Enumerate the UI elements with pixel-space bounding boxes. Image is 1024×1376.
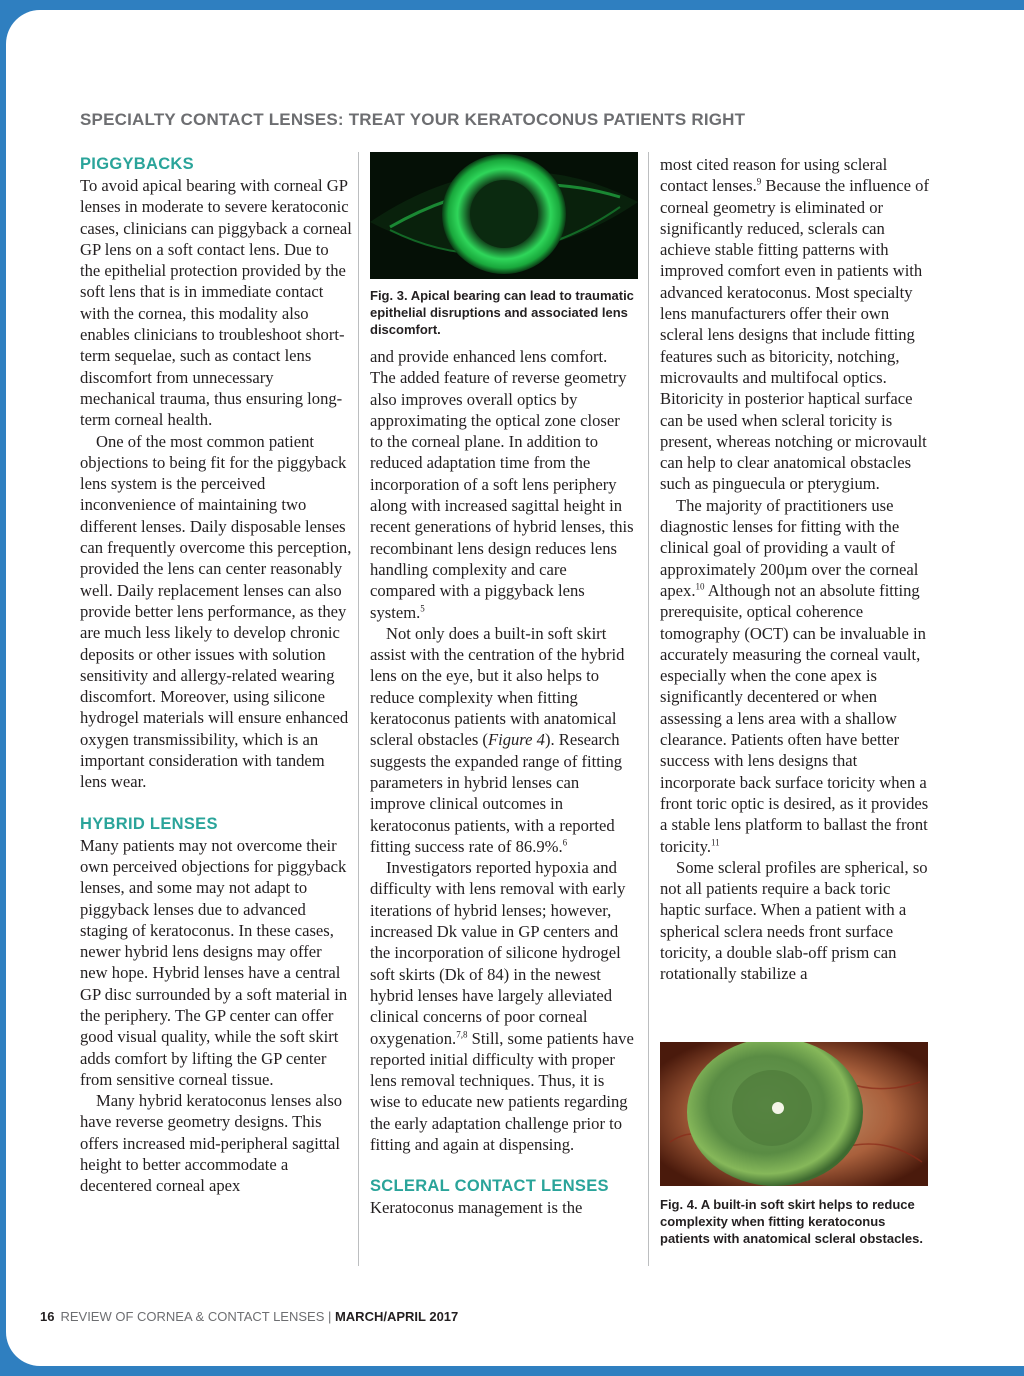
citation: 11 xyxy=(711,836,720,847)
citation: 10 xyxy=(695,581,705,592)
column-1 xyxy=(80,154,352,1197)
paragraph-text: ). Research suggests the expanded range of fitting parameters in hybrid lenses can improve clinical outcomes in keratoconus patients, with a reported fitting success rate of 86.9%. xyxy=(370,730,623,856)
figure-reference: Figure 4 xyxy=(487,730,545,750)
paragraph: Many patients may not overcome their own perceived objections for piggyback lenses, and some may not adapt to piggyback lenses due to advanced staging of keratoconus. In these cases, newer hybrid lens designs may offer new hope. Hybrid lenses have a central GP disc surrounded by a soft material in the periphery. The GP center can offer good visual quality, while the soft skirt adds comfort by lifting the GP center from sensitive corneal tissue. xyxy=(80,835,348,1089)
page-footer xyxy=(40,1309,458,1324)
citation: 5 xyxy=(420,603,425,614)
running-head: SPECIALTY CONTACT LENSES: TREAT YOUR KERATOCONUS PATIENTS RIGHT xyxy=(80,110,746,129)
issue-date: MARCH/APRIL 2017 xyxy=(334,1309,459,1324)
paragraph xyxy=(370,623,636,857)
figure-3-image xyxy=(370,152,638,279)
figure-3-caption: Fig. 3. Apical bearing can lead to traumatic epithelial disruptions and associated lens discomfort. xyxy=(370,288,634,337)
column-divider xyxy=(358,152,359,1266)
paragraph xyxy=(370,857,636,1155)
paragraph-text: The majority of practitioners use diagnostic lenses for fitting with the clinical goal of providing a vault of approximately 200µm over the corneal apex. xyxy=(660,495,919,600)
citation: 6 xyxy=(562,837,568,848)
paragraph-text: and provide enhanced lens comfort. The added feature of reverse geometry also improves overall optics by approximating the optical zone closer to the corneal plane. In addition to reduced adaptation time from the incorporation of a soft lens periphery along with increased sagittal height in recent generations of hybrid lenses, this recombinant lens design reduces lens handling complexity and care compared with a piggyback lens system. xyxy=(370,347,634,622)
section-heading-scleral: SCLERAL CONTACT LENSES xyxy=(370,1177,609,1196)
citation: 7,8 xyxy=(456,1028,468,1039)
paragraph: Many hybrid keratoconus lenses also have reverse geometry designs. This offers increased mid-peripheral sagittal height to better accommodate a decentered corneal apex xyxy=(80,1091,343,1196)
page-number: 16 xyxy=(40,1309,55,1324)
figure-4-caption: Fig. 4. A built-in soft skirt helps to reduce complexity when fitting keratoconus patients with anatomical scleral obstacles. xyxy=(660,1197,923,1246)
journal-name: REVIEW OF CORNEA & CONTACT LENSES | xyxy=(60,1309,335,1324)
paragraph-text: Because the influence of corneal geometry is eliminated or significantly reduced, sclerals can achieve stable fitting patterns with improved comfort even in patients with advanced keratoconus. Most specialty lens manufacturers offer their own scleral lens designs that include fitting features such as bitoricity, notching, microvaults and multifocal optics. Bitoricity in posterior haptical surface can be used when scleral toricity is present, whereas notching or microvault can help to clear anatomical obstacles such as pinguecula or pterygium. xyxy=(660,176,929,494)
paragraph-text: Although not an absolute fitting prerequisite, optical coherence tomography (OCT) can be invaluable in accurately measuring the corneal vault, especially when the cone apex is significantly decentered or when assessing a lens area with a shallow clearance. Patients often have better success with lens designs that incorporate back surface toricity when a front toric optic is desired, as it provides a stable lens platform to ballast the front toricity. xyxy=(660,580,929,856)
paragraph-text: most cited reason for using scleral contact lenses. xyxy=(660,155,888,196)
paragraph-text: Still, some patients have reported initial difficulty with proper lens removal techniques. Thus, it is wise to educate new patients regarding the early adaptation challenge prior to fitting and again at dispensing. xyxy=(370,1028,634,1154)
paragraph-text: Investigators reported hypoxia and difficulty with lens removal with early iterations of hybrid lenses; however, increased Dk value in GP centers and the incorporation of silicone hydrogel soft skirts (Dk of 84) in the newest hybrid lenses have largely alleviated clinical concerns of poor corneal oxygenation. xyxy=(370,858,626,1048)
paragraph: Keratoconus management is the xyxy=(370,1198,583,1218)
paragraph: Some scleral profiles are spherical, so not all patients require a back toric haptic surface. When a patient with a spherical sclera needs front surface toricity, a double slab-off prism can rotationally stabilize a xyxy=(660,857,928,984)
paragraph xyxy=(660,154,932,495)
section-heading-piggybacks: PIGGYBACKS xyxy=(80,155,194,173)
column-divider xyxy=(648,152,649,1266)
column-2 xyxy=(370,346,636,1219)
section-heading-hybrid: HYBRID LENSES xyxy=(80,814,218,833)
citation: 9 xyxy=(756,176,762,187)
paragraph xyxy=(370,346,636,623)
column-3 xyxy=(660,154,932,985)
paragraph xyxy=(660,495,932,857)
paragraph: One of the most common patient objections to being fit for the piggyback lens system is the perceived inconvenience of maintaining two different lenses. Daily disposable lenses can frequently overcome this perception, provided the lens can center reasonably well. Daily replacement lenses can also provide better lens performance, as they are much less likely to develop chronic deposits or other issues with solution sensitivity and allergy-related wearing discomfort. Moreover, using silicone hydrogel materials will ensure enhanced oxygen transmissibility, which is an important consideration with tandem lens wear. xyxy=(80,431,352,792)
figure-4-image xyxy=(660,1042,928,1186)
paragraph-text: Not only does a built-in soft skirt assist with the centration of the hybrid lens on the eye, but it also helps to reduce complexity when fitting keratoconus patients with anatomical scleral obstacles ( xyxy=(370,623,625,750)
paragraph: To avoid apical bearing with corneal GP lenses in moderate to severe keratoconic cases, clinicians can piggyback a corneal GP lens on a soft contact lens. Due to the epithelial protection provided by the soft lens that is in immediate contact with the cornea, this modality also enables clinicians to troubleshoot short-term sequelae, such as contact lens discomfort from unnecessary mechanical trauma, thus ensuring long-term corneal health. xyxy=(80,176,352,430)
